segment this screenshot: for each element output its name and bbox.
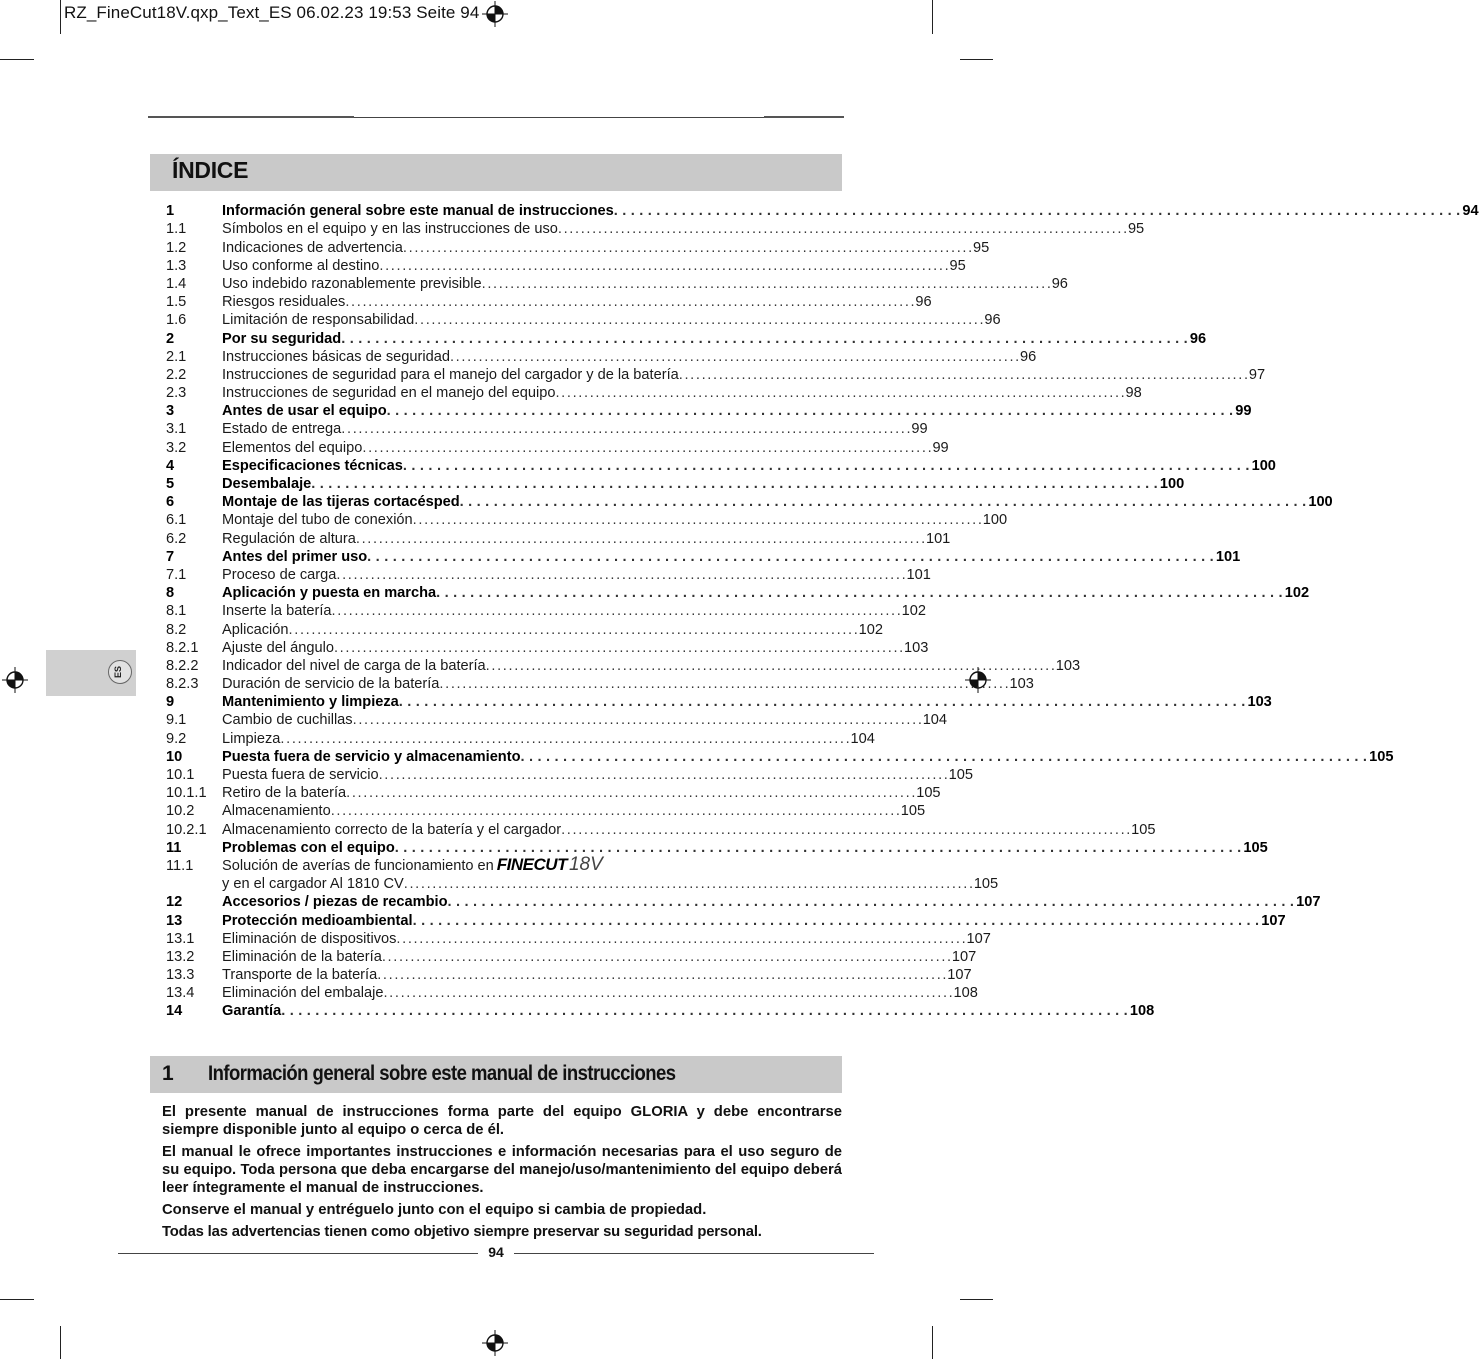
toc-entry-title: Regulación de altura — [222, 530, 356, 547]
toc-entry — [166, 366, 1266, 384]
toc-entry — [166, 875, 999, 893]
toc-entry-page: 102 — [1284, 585, 1310, 602]
section-number: 1 — [162, 1062, 174, 1085]
toc-entry-number: 10.2 — [166, 803, 195, 820]
toc-entry-number: 14 — [166, 1003, 183, 1020]
toc-entry-number: 1.2 — [166, 239, 187, 256]
toc-leader-dots — [561, 821, 1129, 839]
toc-entry-page: 96 — [1051, 275, 1068, 292]
toc-entry-title: Por su seguridad — [222, 330, 342, 347]
toc-entry-page: 96 — [1189, 330, 1207, 347]
toc-entry — [166, 202, 1479, 220]
toc-leader-dots — [399, 693, 1246, 711]
registration-mark-icon — [482, 1330, 508, 1356]
toc-entry-title: Cambio de cuchillas — [222, 712, 353, 729]
toc-entry-title: Uso indebido razonablemente previsible — [222, 275, 482, 292]
print-slug: RZ_FineCut18V.qxp_Text_ES 06.02.23 19:53 Seite 94 — [64, 3, 480, 22]
toc-entry-number: 1.4 — [166, 275, 187, 292]
toc-leader-dots — [311, 475, 1158, 493]
toc-entry-number: 8.2.3 — [166, 676, 199, 693]
toc-entry-title: Problemas con el equipo — [222, 839, 395, 856]
toc-leader-dots — [356, 530, 924, 548]
toc-entry-page: 101 — [925, 530, 951, 547]
toc-leader-dots — [353, 711, 921, 729]
toc-leader-dots — [377, 966, 945, 984]
toc-entry-number: 8.2.2 — [166, 657, 199, 674]
toc-entry-title: Limpieza — [222, 730, 281, 747]
toc-leader-dots — [346, 784, 914, 802]
toc-leader-dots — [558, 220, 1126, 238]
toc-entry — [166, 620, 883, 638]
toc-entry — [166, 548, 1241, 566]
toc-entry-number: 8.1 — [166, 603, 187, 620]
toc-leader-dots — [336, 566, 904, 584]
toc-entry-title: Eliminación de la batería — [222, 948, 382, 965]
toc-entry-page: 107 — [1261, 912, 1286, 929]
toc-entry-page: 107 — [951, 948, 977, 965]
product-logo-voltage: 18V — [568, 853, 603, 875]
toc-entry-page: 100 — [1159, 476, 1185, 492]
toc-leader-dots — [345, 293, 913, 311]
toc-entry — [166, 348, 1037, 366]
toc-entry — [166, 529, 951, 547]
toc-leader-dots — [341, 420, 909, 438]
toc-entry-title: Protección medioambiental — [222, 912, 413, 929]
toc-entry-title: Inserte la batería — [222, 603, 332, 620]
toc-entry-number: 13.3 — [166, 967, 195, 984]
crop-mark — [0, 1299, 34, 1300]
toc-entry-page: 98 — [1125, 385, 1142, 402]
toc-entry-title: Accesorios / piezas de recambio — [222, 894, 448, 911]
toc-entry-page: 107 — [947, 967, 972, 984]
toc-leader-dots — [382, 948, 950, 966]
toc-leader-dots — [332, 602, 900, 620]
registration-mark-icon — [482, 1, 508, 27]
toc-entry-number: 3.2 — [166, 439, 187, 456]
section-body — [162, 1103, 842, 1245]
crop-mark — [960, 1299, 993, 1300]
toc-entry-page: 105 — [973, 876, 999, 893]
toc-entry-number: 1.3 — [166, 257, 187, 274]
toc-entry-title: Solución de averías de funcionamiento en — [222, 857, 494, 874]
toc-entry-page: 99 — [932, 439, 949, 456]
toc-entry — [166, 584, 1310, 602]
toc-leader-dots — [679, 366, 1247, 384]
toc-entry — [166, 693, 1272, 711]
toc-entry-number: 1.6 — [166, 312, 187, 329]
toc-entry — [166, 238, 990, 256]
toc-entry-page: 105 — [916, 785, 941, 802]
toc-entry-title: Limitación de responsabilidad — [222, 312, 415, 329]
toc-entry — [166, 293, 932, 311]
toc-entry-number: 13.2 — [166, 948, 195, 965]
toc-entry-number: 6 — [166, 494, 175, 511]
toc-entry-number: 1.5 — [166, 294, 187, 311]
toc-leader-dots — [289, 621, 857, 639]
toc-entry-page: 95 — [1127, 221, 1145, 238]
toc-entry — [166, 930, 991, 948]
toc-entry-title: Riesgos residuales — [222, 294, 346, 311]
toc-leader-dots — [614, 202, 1461, 220]
toc-entry-number: 7.1 — [166, 566, 187, 583]
toc-entry — [166, 839, 1268, 857]
toc-entry-title: Elementos del equipo — [222, 439, 363, 456]
crop-mark — [932, 1326, 933, 1359]
toc-entry — [166, 257, 966, 275]
toc-entry-page: 108 — [1129, 1003, 1155, 1020]
toc-entry-number: 5 — [166, 476, 175, 492]
toc-entry — [166, 948, 977, 966]
toc-entry — [166, 402, 1252, 420]
footer-rule — [514, 1253, 874, 1254]
toc-leader-dots — [367, 548, 1214, 566]
toc-entry-number: 11 — [166, 839, 182, 856]
crop-mark — [60, 0, 61, 34]
toc-leader-dots — [379, 766, 947, 784]
toc-entry-number: 9 — [166, 694, 175, 711]
toc-entry — [166, 493, 1333, 511]
toc-entry-page: 100 — [982, 512, 1008, 529]
toc-entry-title: Instrucciones básicas de seguridad — [222, 348, 450, 365]
toc-entry-number: 2.2 — [166, 366, 187, 383]
toc-leader-dots — [396, 930, 964, 948]
toc-entry-page: 108 — [953, 985, 978, 1002]
toc-entry — [166, 893, 1321, 911]
language-tab-label: ES — [113, 666, 123, 679]
toc-entry-page: 101 — [906, 566, 931, 583]
toc-entry-page: 102 — [901, 603, 926, 620]
toc-entry — [166, 748, 1394, 766]
toc-leader-dots — [414, 311, 982, 329]
toc-entry — [166, 766, 973, 784]
toc-entry — [166, 475, 1185, 493]
header-rule-accent — [764, 116, 844, 118]
toc-leader-dots — [403, 239, 971, 257]
toc-entry-page: 94 — [1462, 203, 1479, 220]
toc-entry-page: 103 — [1009, 676, 1034, 693]
toc-entry-number: 7 — [166, 548, 175, 565]
toc-leader-dots — [387, 402, 1234, 420]
toc-entry — [166, 675, 1034, 693]
toc-leader-dots — [362, 439, 930, 457]
toc-entry-title: Instrucciones de seguridad para el manejo del cargador y de la batería — [222, 366, 679, 383]
toc-entry — [166, 420, 928, 438]
toc-leader-dots — [280, 730, 848, 748]
toc-entry-number: 6.1 — [166, 512, 187, 529]
paragraph: El manual le ofrece importantes instrucciones e información necesarias para el uso seguro de su equipo. Toda persona que deba encargarse del manejo/uso/mantenimiento del equipo deberá leer íntegramente el manual de instrucciones. — [162, 1144, 842, 1196]
toc-leader-dots — [413, 511, 981, 529]
toc-entry-title: Ajuste del ángulo — [222, 639, 334, 656]
toc-entry — [166, 911, 1286, 929]
toc-entry-page: 107 — [966, 930, 991, 947]
toc-entry-page: 105 — [900, 803, 926, 820]
toc-entry-title: Desembalaje — [222, 476, 312, 492]
toc-entry-title: Información general sobre este manual de instrucciones — [222, 203, 614, 220]
toc-leader-dots — [555, 384, 1123, 402]
toc-entry-page: 96 — [915, 294, 932, 311]
toc-entry-title: Símbolos en el equipo y en las instrucciones de uso — [222, 221, 558, 238]
toc-entry-title: Puesta fuera de servicio y almacenamiento — [222, 748, 521, 765]
toc-entry-title: Montaje de las tijeras cortacésped — [222, 494, 460, 511]
toc-entry-page: 105 — [1131, 821, 1156, 838]
toc-entry-title: Antes de usar el equipo — [222, 403, 387, 420]
toc-entry-number: 13.1 — [166, 930, 195, 947]
toc-entry — [166, 657, 1081, 675]
toc-entry-title: Instrucciones de seguridad en el manejo del equipo — [222, 385, 556, 402]
toc-entry-number: 6.2 — [166, 530, 187, 547]
toc-entry-number: 2.1 — [166, 348, 187, 365]
toc-entry-title: Eliminación de dispositivos — [222, 930, 397, 947]
toc-entry-page: 96 — [984, 312, 1001, 329]
toc-entry — [166, 384, 1142, 402]
toc-entry — [166, 457, 1276, 475]
toc-entry-title: Estado de entrega — [222, 421, 342, 438]
paragraph: El presente manual de instrucciones forma parte del equipo GLORIA y debe encontrarse siempre disponible junto al equipo o cerca de él. — [162, 1104, 842, 1138]
toc-entry-title: Eliminación del embalaje — [222, 985, 384, 1002]
crop-mark — [0, 59, 34, 60]
toc-entry-page: 95 — [949, 257, 966, 274]
toc-leader-dots — [413, 912, 1260, 930]
section-heading-band — [150, 1056, 842, 1093]
paragraph: Conserve el manual y entréguelo junto con el equipo si cambia de propiedad. — [162, 1202, 707, 1218]
crop-mark — [932, 0, 933, 34]
toc-entry-number: 13.4 — [166, 985, 195, 1002]
language-tab-badge — [108, 660, 132, 684]
toc-entry — [166, 639, 929, 657]
toc-entry-page: 105 — [948, 767, 973, 783]
toc-entry — [166, 966, 972, 984]
toc-entry-title: Mantenimiento y limpieza — [222, 694, 399, 711]
crop-mark — [960, 59, 993, 60]
toc-entry-title: Indicaciones de advertencia — [222, 239, 403, 256]
toc-entry-page: 103 — [1247, 694, 1272, 711]
toc-leader-dots — [521, 748, 1368, 766]
table-of-contents — [166, 202, 1479, 1020]
language-tab — [46, 650, 136, 696]
toc-entry — [166, 275, 1068, 293]
toc-leader-dots — [436, 584, 1283, 602]
toc-entry-number: 8.2 — [166, 621, 187, 638]
toc-entry-page: 96 — [1020, 348, 1037, 365]
toc-leader-dots — [281, 1002, 1128, 1020]
toc-entry-page: 103 — [904, 639, 929, 656]
toc-entry-number: 8 — [166, 585, 175, 602]
toc-leader-dots — [482, 275, 1050, 293]
toc-entry-number: 4 — [166, 457, 175, 474]
toc-entry-title: Garantía — [222, 1003, 282, 1020]
crop-mark — [60, 1326, 61, 1359]
toc-entry — [166, 438, 949, 456]
toc-entry-page: 107 — [1296, 894, 1321, 911]
toc-entry-number: 10.1.1 — [166, 785, 207, 802]
toc-entry-number: 1.1 — [166, 221, 187, 238]
toc-entry-page: 101 — [1215, 548, 1241, 565]
toc-entry-title: Almacenamiento — [222, 803, 331, 820]
toc-entry-title: Proceso de carga — [222, 566, 337, 583]
toc-entry-title: Montaje del tubo de conexión — [222, 512, 413, 529]
product-logo-name: FINECUT — [496, 854, 567, 874]
toc-entry-number: 11.1 — [166, 857, 194, 874]
toc-entry-page: 99 — [1235, 403, 1252, 420]
toc-entry-number: 9.1 — [166, 712, 187, 729]
toc-entry-page: 103 — [1055, 657, 1081, 674]
toc-entry-page: 100 — [1308, 494, 1333, 511]
toc-entry-title: Transporte de la batería — [222, 967, 378, 984]
toc-leader-dots — [331, 802, 899, 820]
toc-leader-dots — [448, 893, 1295, 911]
index-heading-band — [150, 154, 842, 191]
toc-entry-title: y en el cargador Al 1810 CV — [222, 876, 404, 893]
toc-entry — [166, 853, 770, 875]
toc-leader-dots — [404, 875, 972, 893]
toc-entry — [166, 711, 948, 729]
toc-entry — [166, 220, 1145, 238]
toc-entry-title: Antes del primer uso — [222, 548, 368, 565]
toc-entry-number: 3 — [166, 403, 175, 420]
toc-entry-title: Indicador del nivel de carga de la batería — [222, 657, 486, 674]
toc-leader-dots — [460, 493, 1307, 511]
toc-entry-number: 10 — [166, 748, 183, 765]
toc-entry-title: Especificaciones técnicas — [222, 457, 403, 474]
toc-entry — [166, 511, 1008, 529]
toc-entry-page: 105 — [1243, 839, 1268, 856]
page-number: 94 — [478, 1244, 514, 1260]
toc-entry-title: Uso conforme al destino — [222, 257, 380, 274]
toc-entry-title: Retiro de la batería — [222, 785, 347, 802]
toc-entry — [166, 802, 926, 820]
toc-leader-dots — [403, 457, 1250, 475]
toc-leader-dots — [439, 675, 1007, 693]
header-rule-accent — [148, 116, 354, 118]
toc-entry — [166, 729, 875, 747]
toc-entry — [166, 311, 1001, 329]
toc-entry-number: 10.2.1 — [166, 821, 207, 838]
toc-entry — [166, 1002, 1155, 1020]
toc-entry-number: 3.1 — [166, 421, 187, 438]
toc-entry-page: 97 — [1248, 366, 1266, 383]
toc-entry — [166, 566, 931, 584]
toc-entry-number: 10.1 — [166, 767, 195, 783]
toc-entry-number: 13 — [166, 912, 183, 929]
toc-entry-title: Almacenamiento correcto de la batería y el cargador — [222, 821, 562, 838]
toc-entry-number: 12 — [166, 894, 183, 911]
toc-entry-page: 99 — [911, 421, 928, 438]
paragraph: Todas las advertencias tienen como objetivo siempre preservar su seguridad personal. — [162, 1224, 762, 1240]
toc-entry-title: Aplicación y puesta en marcha — [222, 585, 437, 602]
toc-entry — [166, 984, 978, 1002]
toc-entry-title: Aplicación — [222, 621, 289, 638]
toc-leader-dots — [379, 257, 947, 275]
toc-entry-title: Duración de servicio de la batería — [222, 676, 440, 693]
product-logo — [496, 853, 603, 875]
toc-leader-dots — [383, 984, 951, 1002]
index-heading: ÍNDICE — [172, 157, 249, 183]
toc-entry — [166, 784, 941, 802]
toc-entry-number: 2.3 — [166, 385, 187, 402]
toc-entry — [166, 602, 926, 620]
toc-entry-page: 95 — [973, 239, 990, 256]
toc-entry-number: 1 — [166, 203, 175, 220]
toc-entry-number: 8.2.1 — [166, 639, 199, 656]
toc-entry-page: 100 — [1251, 457, 1276, 474]
toc-entry-page: 104 — [922, 712, 948, 729]
footer-rule — [118, 1253, 478, 1254]
toc-leader-dots — [486, 657, 1054, 675]
toc-leader-dots — [334, 639, 902, 657]
toc-entry — [166, 820, 1156, 838]
toc-entry-page: 105 — [1369, 748, 1394, 765]
toc-entry-number: 2 — [166, 330, 175, 347]
toc-entry-page: 104 — [850, 730, 875, 747]
toc-leader-dots — [341, 330, 1188, 348]
toc-entry-number: 9.2 — [166, 730, 187, 747]
section-title: Información general sobre este manual de instrucciones — [208, 1062, 676, 1085]
toc-entry-title: Puesta fuera de servicio — [222, 767, 379, 783]
toc-entry-page: 102 — [858, 621, 883, 638]
toc-entry — [166, 329, 1207, 347]
toc-leader-dots — [450, 348, 1018, 366]
registration-mark-icon — [2, 667, 28, 693]
